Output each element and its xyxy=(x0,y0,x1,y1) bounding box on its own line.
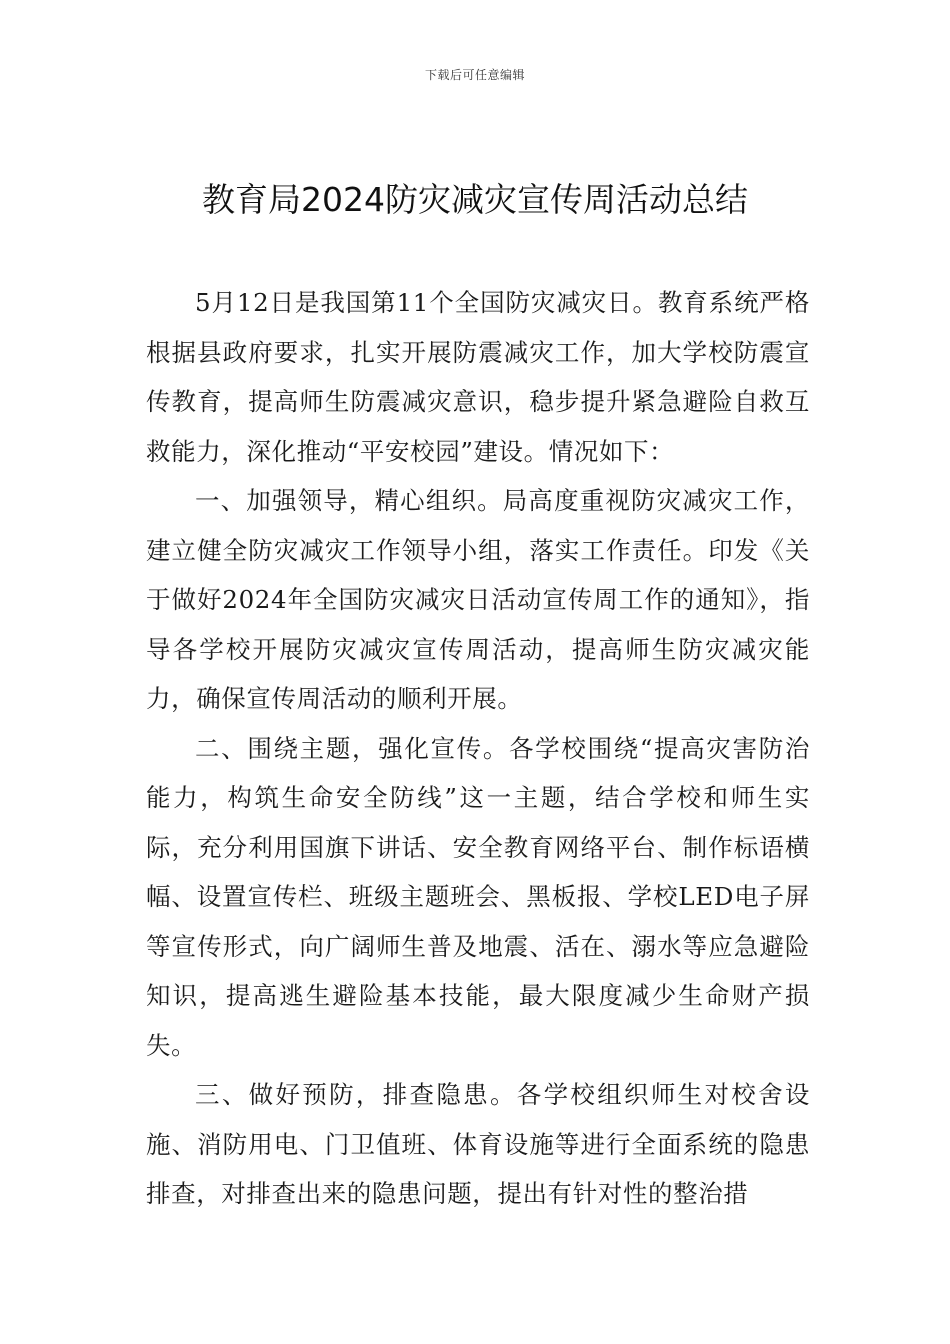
paragraph-intro: 5月12日是我国第11个全国防灾减灾日。教育系统严格根据县政府要求，扎实开展防震减灾工作，加大学校防震宣传教育，提高师生防震减灾意识，稳步提升紧急避险自救互救能力，深化推动“平安校园”建设。情况如下： xyxy=(146,288,810,466)
paragraph-section-3: 三、做好预防，排查隐患。各学校组织师生对校舍设施、消防用电、门卫值班、体育设施等进行全面系统的隐患排查，对排查出来的隐患问题，提出有针对性的整治措 xyxy=(146,1080,810,1208)
document-title: 教育局2024防灾减灾宣传周活动总结 xyxy=(202,180,748,219)
document-body xyxy=(146,278,810,1219)
page-header-note: 下载后可任意编辑 xyxy=(424,68,525,82)
paragraph-section-1: 一、加强领导，精心组织。局高度重视防灾减灾工作，建立健全防灾减灾工作领导小组，落实工作责任。印发《关于做好2024年全国防灾减灾日活动宣传周工作的通知》，指导各学校开展防灾减灾宣传周活动，提高师生防灾减灾能力，确保宣传周活动的顺利开展。 xyxy=(146,486,810,713)
paragraph-section-2: 二、围绕主题，强化宣传。各学校围绕“提高灾害防治能力，构筑生命安全防线”这一主题，结合学校和师生实际，充分利用国旗下讲话、安全教育网络平台、制作标语横幅、设置宣传栏、班级主题班会、黑板报、学校LED电子屏等宣传形式，向广阔师生普及地震、活在、溺水等应急避险知识，提高逃生避险基本技能，最大限度减少生命财产损失。 xyxy=(146,733,810,1060)
